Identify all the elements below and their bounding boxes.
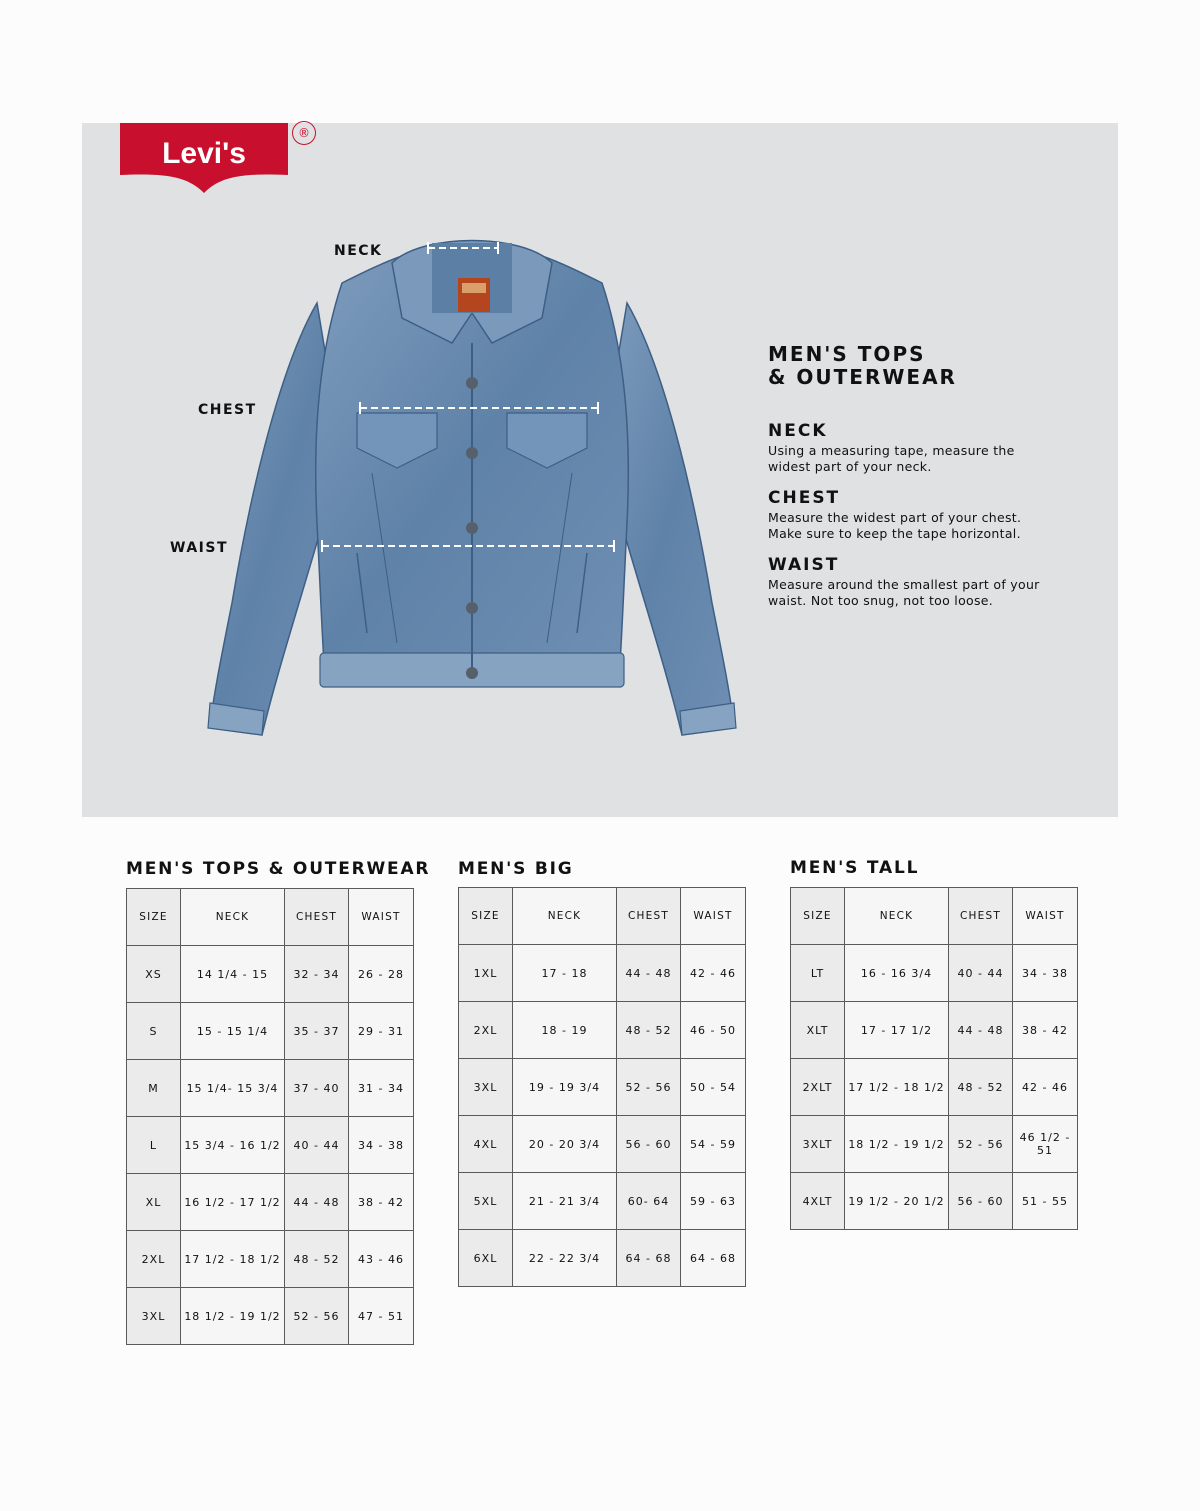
neck-label: NECK — [334, 243, 383, 259]
table-cell: 22 - 22 3/4 — [513, 1230, 617, 1287]
tall-size-table — [790, 887, 1078, 1230]
table-cell: 29 - 31 — [349, 1003, 414, 1060]
table-cell: 56 - 60 — [949, 1173, 1013, 1230]
table-header-row — [459, 888, 746, 945]
table-cell: XLT — [791, 1002, 845, 1059]
table-cell: 16 1/2 - 17 1/2 — [181, 1174, 285, 1231]
table-cell: 15 3/4 - 16 1/2 — [181, 1117, 285, 1174]
levis-logo — [120, 123, 310, 195]
table-cell: 2XL — [459, 1002, 513, 1059]
table-cell: 44 - 48 — [617, 945, 681, 1002]
table-cell: 5XL — [459, 1173, 513, 1230]
table-cell: 52 - 56 — [285, 1288, 349, 1345]
table-cell: 31 - 34 — [349, 1060, 414, 1117]
big-table-title: MEN'S BIG — [458, 859, 574, 879]
table-row — [127, 1231, 414, 1288]
table-cell: 20 - 20 3/4 — [513, 1116, 617, 1173]
column-header: CHEST — [949, 888, 1013, 945]
table-cell: 42 - 46 — [681, 945, 746, 1002]
column-header: SIZE — [127, 889, 181, 946]
table-row — [127, 946, 414, 1003]
tops-table-title: MEN'S TOPS & OUTERWEAR — [126, 859, 431, 879]
neck-heading: NECK — [768, 421, 828, 441]
table-cell: LT — [791, 945, 845, 1002]
column-header: NECK — [513, 888, 617, 945]
table-cell: 15 1/4- 15 3/4 — [181, 1060, 285, 1117]
table-row — [791, 945, 1078, 1002]
svg-text:Levi's: Levi's — [162, 137, 246, 170]
table-cell: 52 - 56 — [949, 1116, 1013, 1173]
column-header: SIZE — [791, 888, 845, 945]
guide-title: MEN'S TOPS & OUTERWEAR — [768, 342, 957, 389]
table-cell: 50 - 54 — [681, 1059, 746, 1116]
table-cell: 38 - 42 — [1013, 1002, 1078, 1059]
table-cell: 1XL — [459, 945, 513, 1002]
hero-panel — [82, 123, 1118, 817]
table-cell: 46 - 50 — [681, 1002, 746, 1059]
table-cell: 19 1/2 - 20 1/2 — [845, 1173, 949, 1230]
table-cell: 6XL — [459, 1230, 513, 1287]
table-header-row — [127, 889, 414, 946]
column-header: WAIST — [1013, 888, 1078, 945]
table-row — [791, 1173, 1078, 1230]
table-cell: 34 - 38 — [1013, 945, 1078, 1002]
table-cell: 37 - 40 — [285, 1060, 349, 1117]
table-cell: 64 - 68 — [681, 1230, 746, 1287]
table-row — [791, 1059, 1078, 1116]
chest-label: CHEST — [198, 402, 257, 418]
table-cell: 52 - 56 — [617, 1059, 681, 1116]
table-cell: 2XLT — [791, 1059, 845, 1116]
table-row — [127, 1288, 414, 1345]
table-cell: 32 - 34 — [285, 946, 349, 1003]
table-cell: S — [127, 1003, 181, 1060]
table-cell: 48 - 52 — [617, 1002, 681, 1059]
waist-heading: WAIST — [768, 555, 840, 575]
table-cell: 3XLT — [791, 1116, 845, 1173]
jacket-illustration — [192, 223, 752, 757]
table-row — [791, 1002, 1078, 1059]
table-cell: M — [127, 1060, 181, 1117]
table-cell: 38 - 42 — [349, 1174, 414, 1231]
waist-instructions: Measure around the smallest part of your waist. Not too snug, not too loose. — [768, 577, 1040, 608]
table-cell: 60- 64 — [617, 1173, 681, 1230]
table-cell: 15 - 15 1/4 — [181, 1003, 285, 1060]
table-cell: XL — [127, 1174, 181, 1231]
table-cell: 21 - 21 3/4 — [513, 1173, 617, 1230]
column-header: CHEST — [617, 888, 681, 945]
table-cell: 56 - 60 — [617, 1116, 681, 1173]
measuring-guide — [768, 343, 1088, 622]
table-cell: 46 1/2 - 51 — [1013, 1116, 1078, 1173]
table-cell: 17 1/2 - 18 1/2 — [181, 1231, 285, 1288]
table-row — [791, 1116, 1078, 1173]
table-row — [459, 1173, 746, 1230]
table-row — [459, 1002, 746, 1059]
table-cell: 26 - 28 — [349, 946, 414, 1003]
table-cell: 51 - 55 — [1013, 1173, 1078, 1230]
table-cell: 4XL — [459, 1116, 513, 1173]
table-cell: 19 - 19 3/4 — [513, 1059, 617, 1116]
table-cell: 3XL — [459, 1059, 513, 1116]
chest-heading: CHEST — [768, 488, 841, 508]
table-cell: 17 1/2 - 18 1/2 — [845, 1059, 949, 1116]
tops-size-table — [126, 888, 414, 1345]
table-cell: 40 - 44 — [285, 1117, 349, 1174]
table-cell: 16 - 16 3/4 — [845, 945, 949, 1002]
table-cell: 34 - 38 — [349, 1117, 414, 1174]
table-cell: 17 - 17 1/2 — [845, 1002, 949, 1059]
neck-instructions: Using a measuring tape, measure the widest part of your neck. — [768, 443, 1015, 474]
table-cell: 18 1/2 - 19 1/2 — [845, 1116, 949, 1173]
table-cell: 18 - 19 — [513, 1002, 617, 1059]
table-cell: 48 - 52 — [285, 1231, 349, 1288]
table-row — [459, 1116, 746, 1173]
table-row — [127, 1117, 414, 1174]
table-cell: 64 - 68 — [617, 1230, 681, 1287]
column-header: CHEST — [285, 889, 349, 946]
table-row — [127, 1174, 414, 1231]
table-cell: 40 - 44 — [949, 945, 1013, 1002]
table-cell: XS — [127, 946, 181, 1003]
table-cell: 18 1/2 - 19 1/2 — [181, 1288, 285, 1345]
table-header-row — [791, 888, 1078, 945]
table-cell: 54 - 59 — [681, 1116, 746, 1173]
table-cell: 35 - 37 — [285, 1003, 349, 1060]
registered-mark: ® — [292, 121, 316, 145]
table-cell: 3XL — [127, 1288, 181, 1345]
column-header: NECK — [845, 888, 949, 945]
column-header: WAIST — [349, 889, 414, 946]
column-header: SIZE — [459, 888, 513, 945]
table-cell: 44 - 48 — [285, 1174, 349, 1231]
chest-instructions: Measure the widest part of your chest. Make sure to keep the tape horizontal. — [768, 510, 1022, 541]
table-cell: 48 - 52 — [949, 1059, 1013, 1116]
table-cell: 47 - 51 — [349, 1288, 414, 1345]
table-cell: 14 1/4 - 15 — [181, 946, 285, 1003]
table-cell: 44 - 48 — [949, 1002, 1013, 1059]
table-cell: L — [127, 1117, 181, 1174]
table-cell: 43 - 46 — [349, 1231, 414, 1288]
table-row — [459, 1059, 746, 1116]
column-header: WAIST — [681, 888, 746, 945]
tall-table-title: MEN'S TALL — [790, 858, 920, 878]
column-header: NECK — [181, 889, 285, 946]
table-row — [459, 1230, 746, 1287]
table-cell: 42 - 46 — [1013, 1059, 1078, 1116]
table-row — [459, 945, 746, 1002]
table-row — [127, 1060, 414, 1117]
waist-label: WAIST — [170, 540, 228, 556]
big-size-table — [458, 887, 746, 1287]
table-cell: 59 - 63 — [681, 1173, 746, 1230]
table-cell: 4XLT — [791, 1173, 845, 1230]
table-cell: 2XL — [127, 1231, 181, 1288]
table-row — [127, 1003, 414, 1060]
table-cell: 17 - 18 — [513, 945, 617, 1002]
